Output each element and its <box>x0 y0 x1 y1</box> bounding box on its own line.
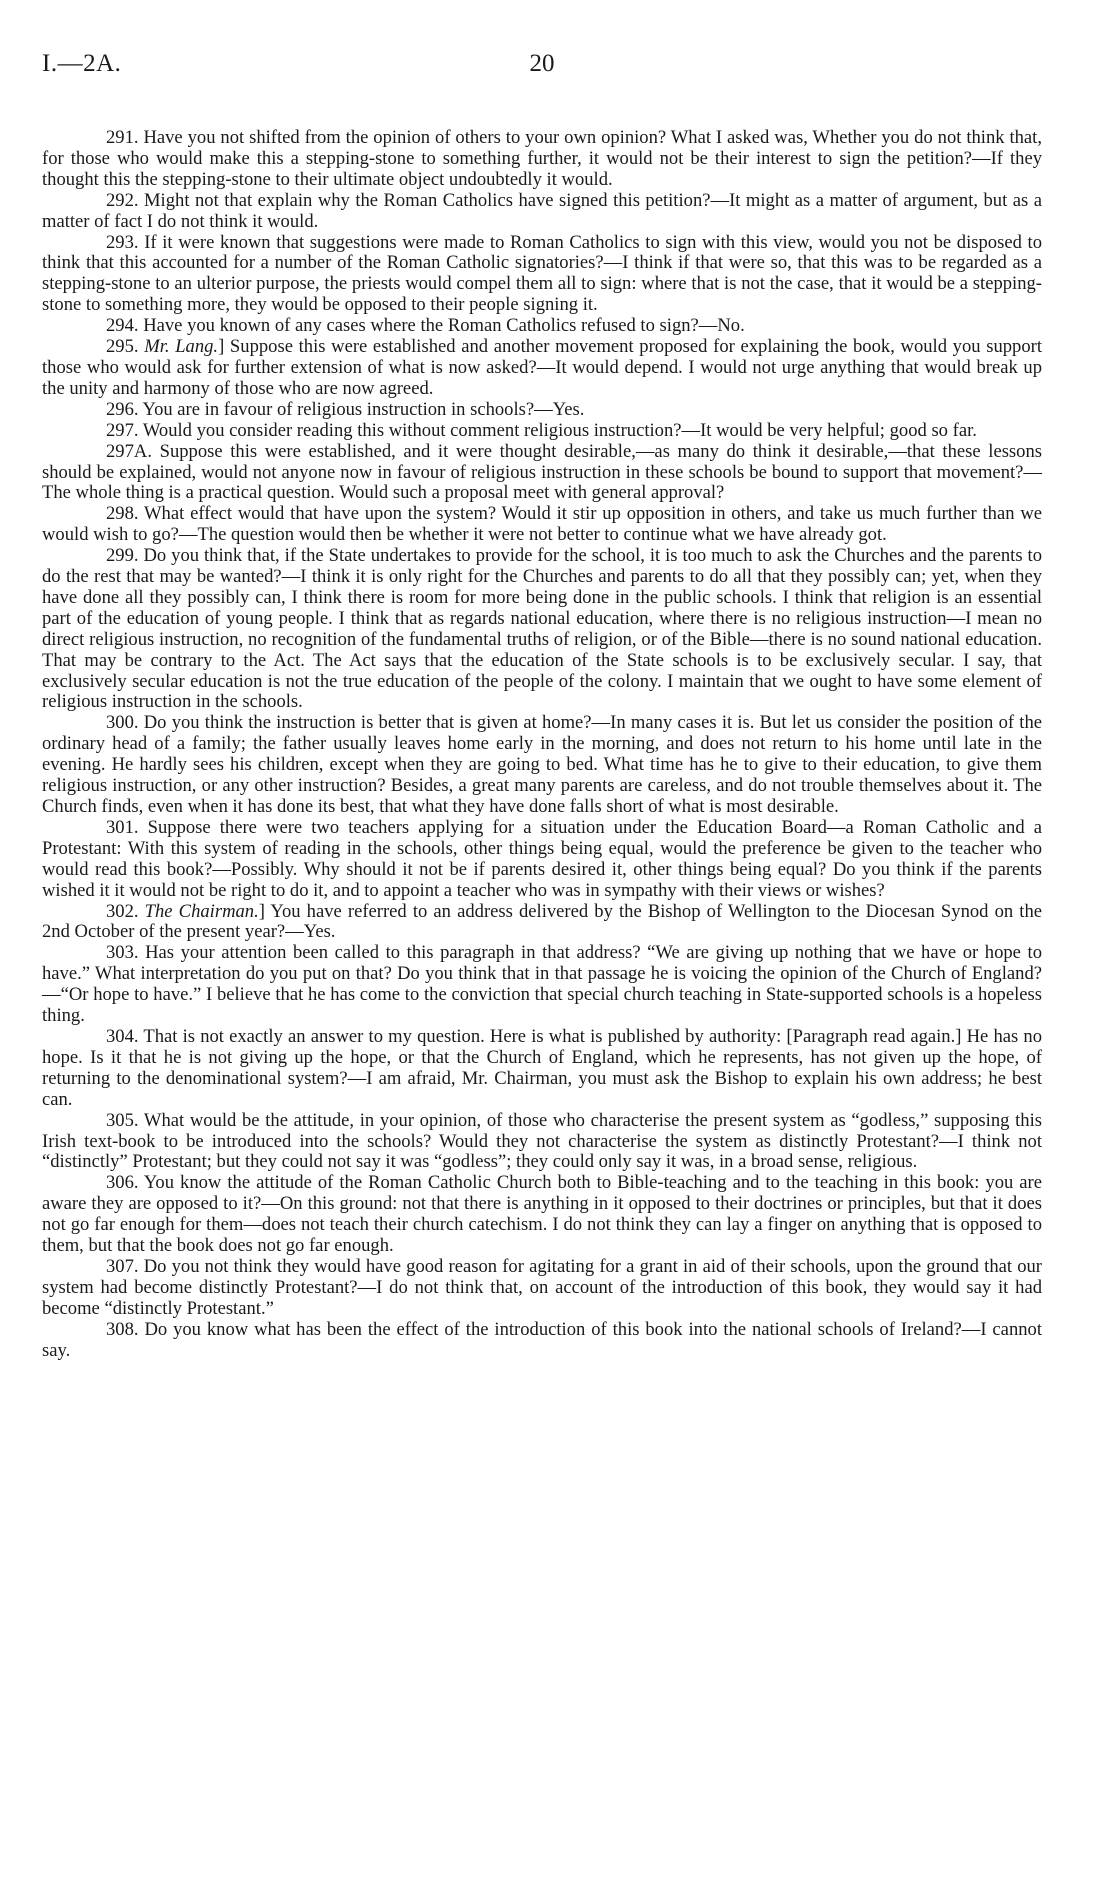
paragraph-text: 300. Do you think the instruction is better that is given at home?—In many cases it is. But let us consider the position of the ordinary head of a family; the father usually leaves home early in the morning, and does not return to his home until late in the evening. He hardly sees his children, except when they are going to bed. What time has he to give to their education, to give them religious instruction, or any other instruction? Besides, a great many parents are careless, and do not trouble themselves about it. The Church finds, even when it has done its best, that what they have done falls short of what is most desirable. <box>42 712 1042 817</box>
speaker-name: The Chairman. <box>144 900 259 922</box>
paragraph-text: 291. Have you not shifted from the opinion of others to your own opinion? What I asked was, Whether you do not think that, for those who would make this a stepping-stone to something further, it would not be their interest to sign the petition?—If they thought this the stepping-stone to their ultimate object undoubtedly it would. <box>42 127 1042 190</box>
speaker-name: Mr. Lang. <box>144 336 219 358</box>
page-header <box>42 50 1042 88</box>
paragraph-text: 307. Do you not think they would have good reason for agitating for a grant in aid of their schools, upon the ground that our system had become distinctly Protestant?—I do not think that, on account of the introduction of this book, they would say it had become “distinctly Protestant.” <box>42 1255 1042 1319</box>
paragraph-text: 292. Might not that explain why the Roman Catholics have signed this petition?—It might as a matter of argument, but as a matter of fact I do not think it would. <box>42 189 1042 232</box>
paragraph-text: ] Suppose this were established and another movement proposed for explaining the book, would you support those who would ask for further extension of what is now asked?—It would depend. I would not urge anything that would break up the unity and harmony of those who are now agreed. <box>42 336 1043 399</box>
paragraph-text: 306. You know the attitude of the Roman Catholic Church both to Bible-teaching and to the teaching in this book: you are aware they are opposed to it?—On this ground: not that there is anything in it opposed to their doctrines or principles, but that it does not go far enough for them—does not teach their church catechism. I do not think they can lay a finger on anything that is opposed to them, but that the book does not go far enough. <box>42 1172 1042 1257</box>
paragraph-text: 297A. Suppose this were established, and it were thought desirable,—as many do think it desirable,—that these lessons should be explained, would not anyone now in favour of religious instruction in these schools be bound to support that movement?—The whole thing is a practical question. Would such a proposal meet with general approval? <box>42 440 1042 504</box>
paragraph-text: 297. Would you consider reading this without comment religious instruction?—It would be very helpful; good so far. <box>106 419 977 441</box>
paragraph-text: 298. What effect would that have upon the system? Would it stir up opposition in others, and take us much further than we would wish to go?—The question would then be whether it were not better to continue what we have already got. <box>42 503 1042 546</box>
testimony-paragraph <box>42 1173 1042 1257</box>
paragraph-text: 303. Has your attention been called to this paragraph in that address? “We are giving up nothing that we have or hope to have.” What interpretation do you put on that? Do you think that in that passage he is voicing the opinion of the Church of England?—“Or hope to have.” I believe that he has come to the conviction that special church teaching in State-supported schools is a hopeless thing. <box>42 942 1042 1027</box>
testimony-paragraph <box>42 337 1042 400</box>
paragraph-text: 305. What would be the attitude, in your opinion, of those who characterise the present system as “godless,” supposing this Irish text-book to be introduced into the schools? Would they not characterise the system as distinctly Protestant?—I think not “distinctly” Protestant; but they could not say it was “godless”; they could only say it was, in a broad sense, religious. <box>42 1109 1042 1173</box>
testimony-paragraph <box>42 1257 1042 1320</box>
testimony-paragraph <box>42 191 1042 233</box>
testimony-paragraph <box>42 1320 1042 1362</box>
paragraph-text: 308. Do you know what has been the effect of the introduction of this book into the national schools of Ireland?—I cannot say. <box>42 1318 1042 1361</box>
paragraph-text: 299. Do you think that, if the State undertakes to provide for the school, it is too much to ask the Churches and the parents to do the rest that may be wanted?—I think it is only right for the Churches and parents to do all that they possibly can; yet, when they have done all they possibly can, I think there is room for more being done in the public schools. I think that religion is an essential part of the education of young people. I think that as regards national education, where there is no religious instruction—I mean no direct religious instruction, no recognition of the fundamental truths of religion, or of the Bible—there is no sound national education. That may be contrary to the Act. The Act says that the education of the State schools is to be exclusively secular. I say, that exclusively secular education is not the true education of the people of the colony. I maintain that we ought to have some element of religious instruction in the schools. <box>42 545 1042 713</box>
paragraph-text: 304. That is not exactly an answer to my question. Here is what is published by authority: [Paragraph read again.] He has no hope. Is it that he is not giving up the hope, or that the Church of England, which he represents, has not given up the hope, of returning to the denominational system?—I am afraid, Mr. Chairman, you must ask the Bishop to explain his own address; he best can. <box>42 1025 1042 1110</box>
testimony-paragraph <box>42 128 1042 191</box>
testimony-paragraph <box>42 400 1042 421</box>
document-reference: I.—2A. <box>42 50 122 77</box>
testimony-paragraph <box>42 442 1042 505</box>
testimony-paragraph <box>42 713 1042 818</box>
paragraph-text: 296. You are in favour of religious instruction in schools?—Yes. <box>106 398 585 420</box>
testimony-paragraph <box>42 504 1042 546</box>
testimony-paragraph <box>42 546 1042 713</box>
testimony-paragraph <box>42 233 1042 317</box>
paragraph-text: 295. <box>106 336 145 358</box>
testimony-paragraph <box>42 421 1042 442</box>
testimony-paragraph <box>42 902 1042 944</box>
testimony-paragraph <box>42 316 1042 337</box>
testimony-paragraph <box>42 818 1042 902</box>
paragraph-text: 302. <box>106 900 145 922</box>
document-body <box>42 128 1042 1361</box>
testimony-paragraph <box>42 1027 1042 1111</box>
testimony-paragraph <box>42 1111 1042 1174</box>
page-number: 20 <box>529 50 555 77</box>
paragraph-text: 294. Have you known of any cases where the Roman Catholics refused to sign?—No. <box>106 315 745 337</box>
testimony-paragraph <box>42 943 1042 1027</box>
paragraph-text: ] You have referred to an address delivered by the Bishop of Wellington to the Diocesan Synod on the 2nd October of the present year?—Yes. <box>42 900 1043 943</box>
paragraph-text: 293. If it were known that suggestions were made to Roman Catholics to sign with this view, would you not be disposed to think that this accounted for a number of the Roman Catholic signatories?—I think if that were so, that this was to be regarded as a stepping-stone to an ulterior purpose, the priests would compel them all to sign: where that is not the case, that it would be a stepping-stone to something more, they would be opposed to their people signing it. <box>42 231 1042 316</box>
paragraph-text: 301. Suppose there were two teachers applying for a situation under the Education Board—a Roman Catholic and a Protestant: With this system of reading in the schools, other things being equal, would the preference be given to the teacher who would read this book?—Possibly. Why should it not be if parents desired it, other things being equal? Do you think if the parents wished it it would not be right to do it, and to appoint a teacher who was in sympathy with their views or wishes? <box>42 816 1042 901</box>
